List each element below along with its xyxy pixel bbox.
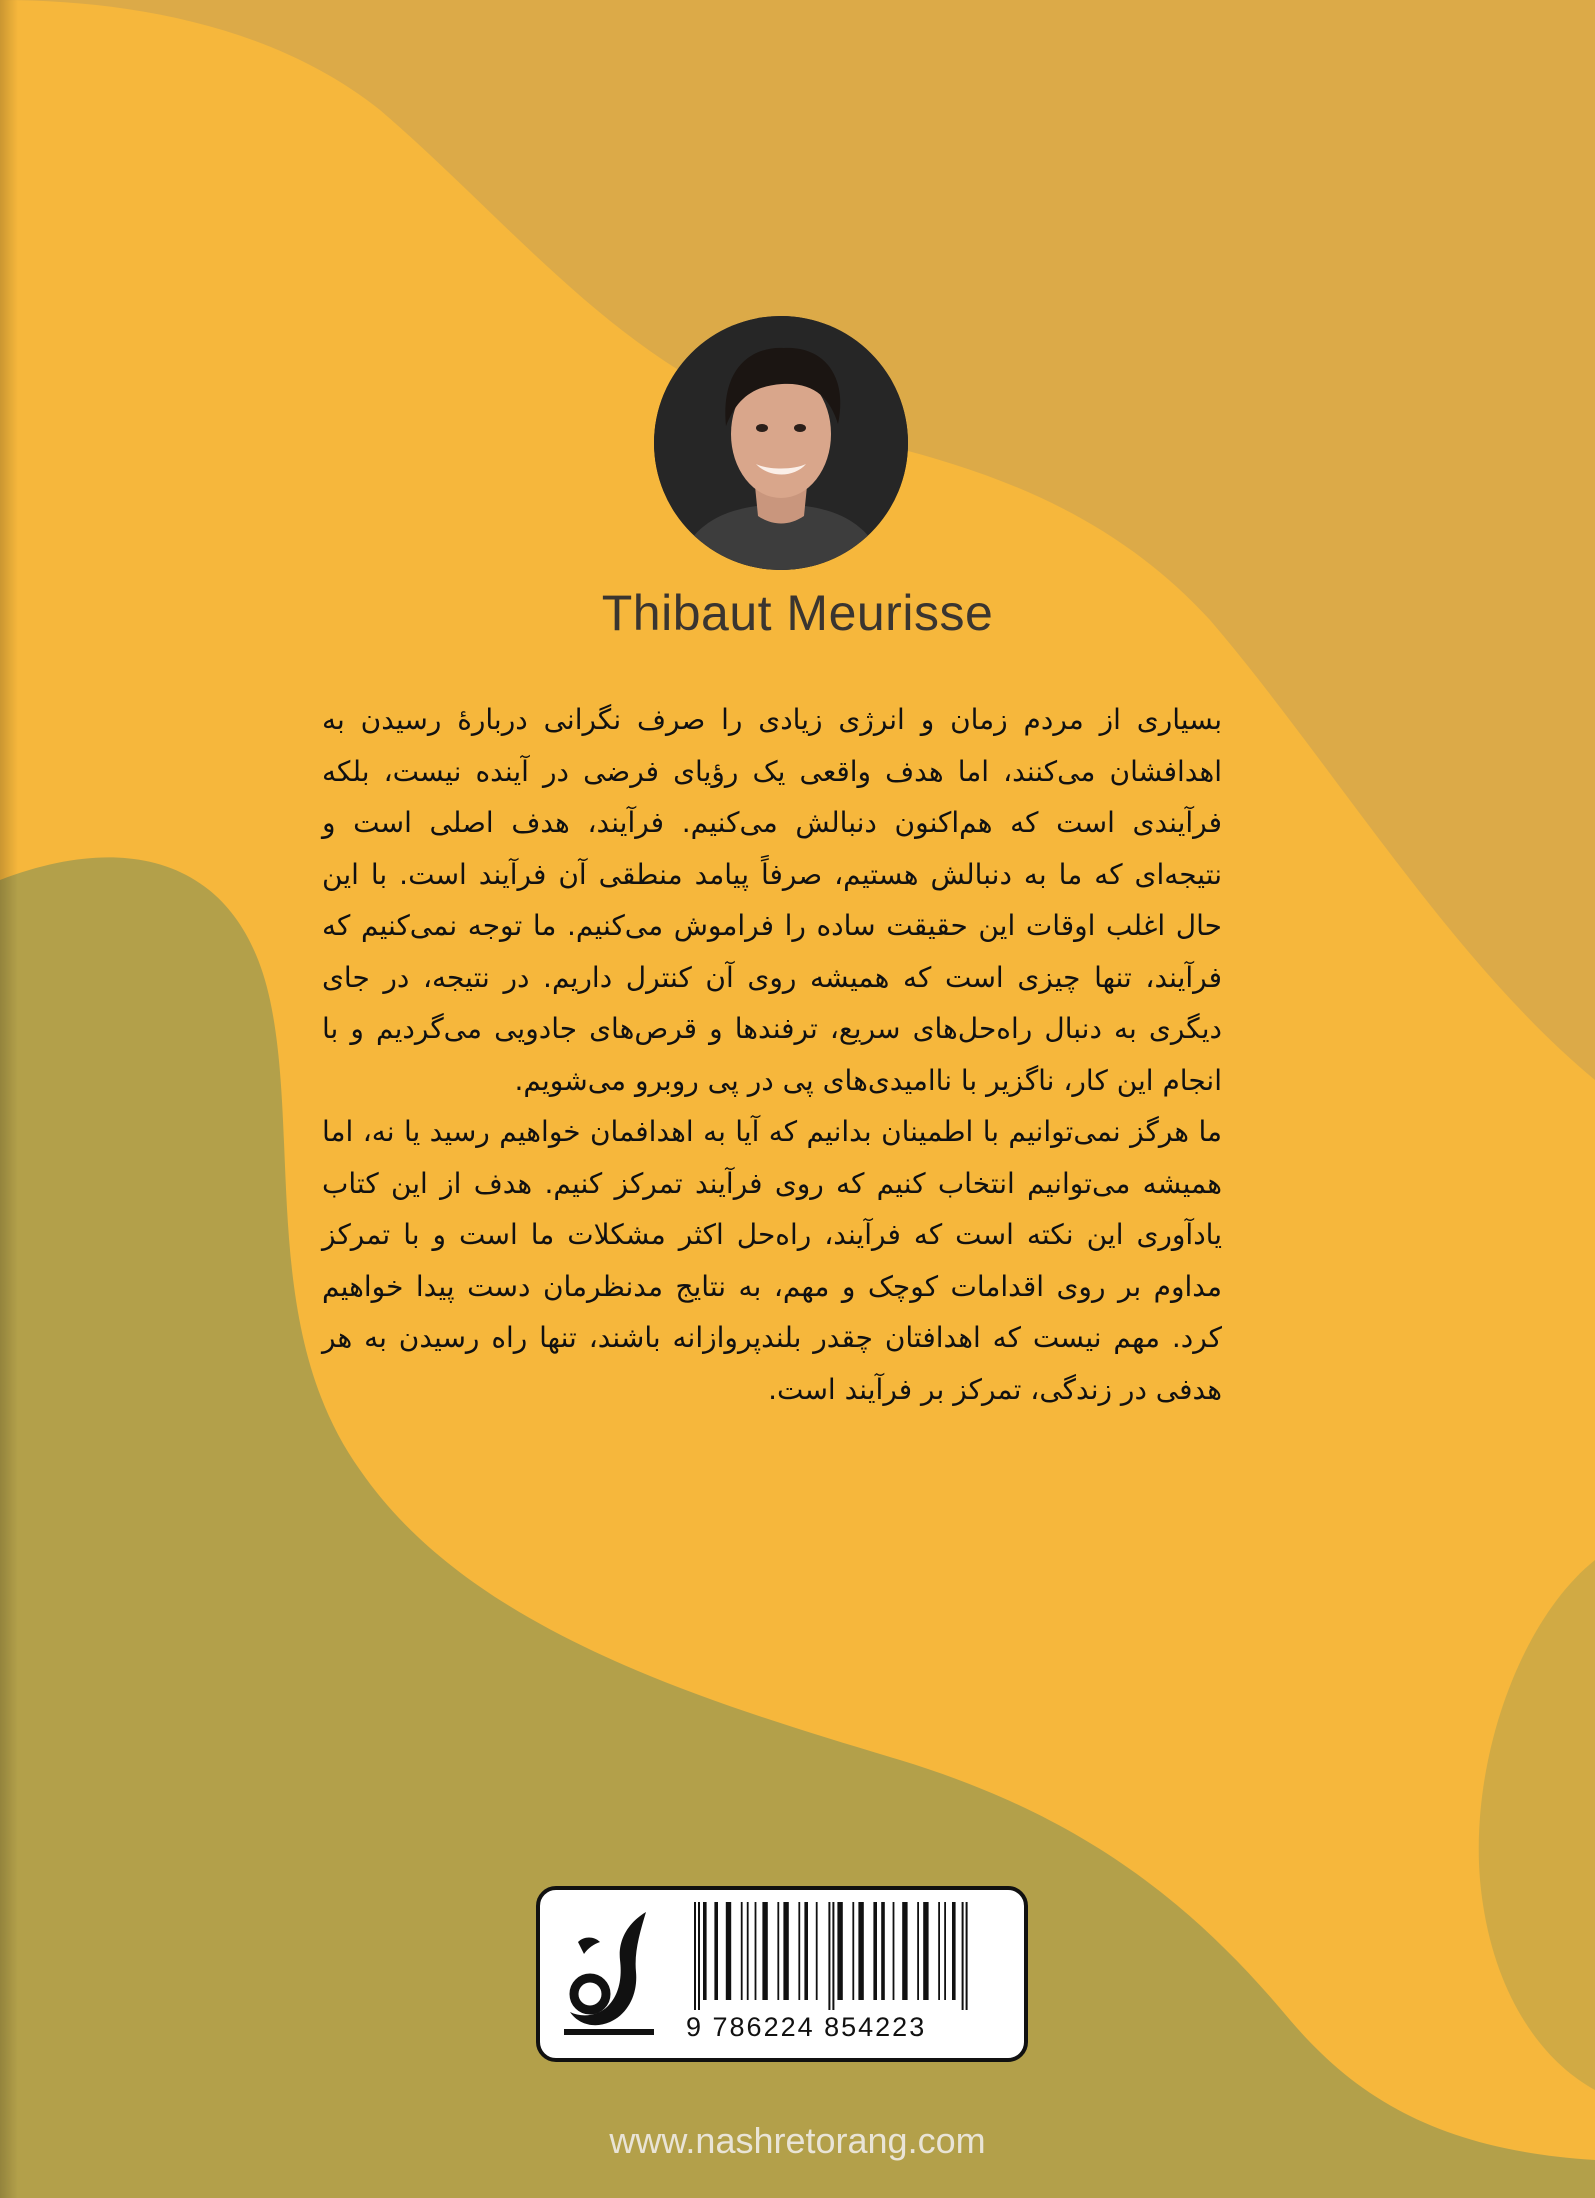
barcode-bar	[923, 1902, 928, 2000]
barcode-bar	[881, 1902, 885, 2000]
isbn-barcode	[690, 1902, 1000, 2010]
author-portrait	[654, 316, 908, 570]
blurb-paragraph-2: ما هرگز نمی‌توانیم با اطمینان بدانیم که آیا به اهدافمان خواهیم رسید یا نه، اما همیشه می‌توانیم انتخاب کنیم که روی فرآیند تمرکز کنیم. هدف از این کتاب یادآوری این نکته است که فرآیند، راه‌حل اکثر مشکلات ما است و با تمرکز مداوم بر روی اقدامات کوچک و مهم، به نتایج مدنظرمان دست پیدا خواهیم کرد. مهم نیست که اهدافتان چقدر بلندپروازانه باشند، تنها راه رسیدن به هر هدفی در زندگی، تمرکز بر فرآیند است.	[322, 1115, 1222, 1406]
publisher-logo-icon	[554, 1902, 674, 2042]
blurb-paragraph-1: بسیاری از مردم زمان و انرژی زیادی را صرف نگرانی دربارهٔ رسیدن به اهدافشان می‌کنند، اما هدف واقعی یک رؤیای فرضی در آینده نیست، بلکه فرآیندی است که هم‌اکنون دنبالش می‌کنیم. فرآیند، هدف اصلی است و نتیجه‌ای که ما به دنبالش هستیم، صرفاً پیامد منطقی آن فرآیند است. با این حال اغلب اوقات این حقیقت ساده را فراموش می‌کنیم. ما توجه نمی‌کنیم که فرآیند، تنها چیزی است که همیشه روی آن کنترل داریم. در نتیجه، در جای دیگری به دنبال راه‌حل‌های سریع، ترفندها و قرص‌های جادویی می‌گردیم و با انجام این کار، ناگزیر با ناامیدی‌های پی در پی روبرو می‌شویم.	[322, 703, 1222, 1097]
barcode-bar	[944, 1902, 946, 2000]
barcode-bar	[837, 1902, 842, 2000]
author-name: Thibaut Meurisse	[601, 585, 994, 641]
barcode-bar	[703, 1902, 707, 2000]
barcode-bar	[893, 1902, 895, 2000]
publisher-website[interactable]: www.nashretorang.com	[609, 2120, 986, 2161]
barcode-bar	[966, 1902, 968, 2010]
barcode-bar	[694, 1902, 696, 2010]
barcode-bar	[873, 1902, 877, 2000]
barcode-bar	[698, 1902, 700, 2010]
author-photo-icon	[654, 316, 908, 570]
barcode-bar	[777, 1902, 779, 2000]
barcode-bar	[938, 1902, 940, 2000]
barcode-bar	[798, 1902, 800, 2000]
barcode-bar	[852, 1902, 854, 2000]
barcode-bar	[755, 1902, 757, 2000]
barcode-bar	[804, 1902, 808, 2000]
barcode-bar	[902, 1902, 907, 2000]
barcode-bar	[952, 1902, 956, 2000]
barcode-bar	[828, 1902, 830, 2010]
barcode-box	[536, 1886, 1028, 2062]
barcode-bar	[962, 1902, 964, 2010]
barcode-bar	[726, 1902, 731, 2000]
spine-shadow	[0, 0, 18, 2198]
barcode-bar	[747, 1902, 749, 2000]
barcode-bar	[741, 1902, 743, 2000]
barcode-bar	[714, 1902, 718, 2000]
isbn-number: 9 786224 854223	[686, 2012, 927, 2042]
blurb-text	[322, 694, 1222, 1415]
barcode-bar	[832, 1902, 834, 2010]
barcode-bar	[783, 1902, 788, 2000]
barcode-bar	[858, 1902, 863, 2000]
barcode-bar	[762, 1902, 767, 2000]
barcode-bar	[917, 1902, 919, 2000]
barcode-bar	[816, 1902, 818, 2000]
